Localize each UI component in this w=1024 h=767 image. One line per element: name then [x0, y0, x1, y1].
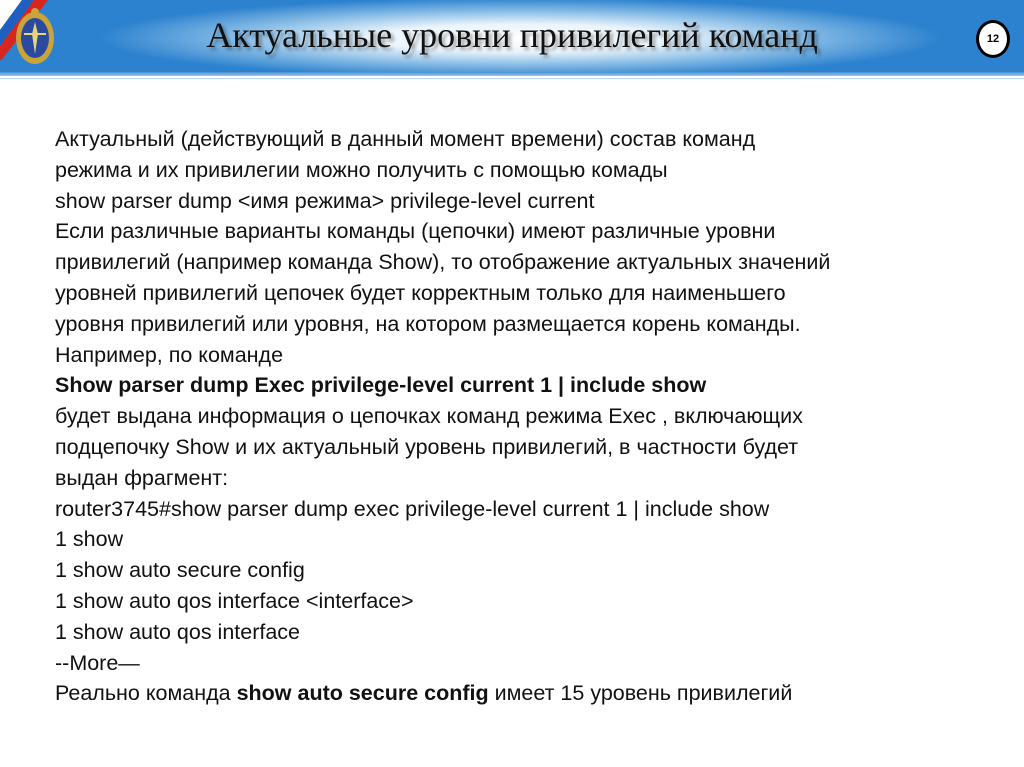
text-line: выдан фрагмент: [55, 465, 229, 490]
page-number-badge: 12 [976, 20, 1010, 58]
conclusion-suffix: имеет 15 уровень привилегий [488, 681, 793, 706]
command-example: Show parser dump Exec privilege-level current 1 | include show [55, 373, 707, 398]
header-divider [0, 72, 1024, 76]
text-line: привилегий (например команда Show), то отображение актуальных значений [55, 250, 831, 275]
text-line: уровня привилегий или уровня, на котором размещается корень команды. [55, 311, 801, 336]
cli-output-line: 1 show [55, 527, 124, 552]
cli-output-line: 1 show auto qos interface [55, 619, 301, 644]
slide-body [55, 124, 1005, 709]
text-line: режима и их привилегии можно получить с помощью комады [55, 157, 668, 182]
text-line: будет выдана информация о цепочках команд режима Exec , включающих [55, 404, 803, 429]
text-line: Актуальный (действующий в данный момент времени) состав команд [55, 127, 756, 151]
cli-output-line: 1 show auto qos interface <interface> [55, 588, 414, 613]
conclusion-prefix: Реально команда [55, 681, 237, 706]
cli-output-line: 1 show auto secure config [55, 558, 305, 583]
text-line: подцепочку Show и их актуальный уровень привилегий, в частности будет [55, 434, 799, 459]
text-line: show parser dump <имя режима> privilege-level current [55, 188, 595, 213]
conclusion-command: show auto secure config [236, 681, 489, 706]
text-line: уровней привилегий цепочек будет корректным только для наименьшего [55, 280, 786, 305]
cli-output-line: router3745#show parser dump exec privilege-level current 1 | include show [55, 496, 770, 521]
page-title: Актуальные уровни привилегий команд [206, 15, 818, 55]
conclusion-line [55, 678, 1005, 709]
cli-output-line: --More— [55, 650, 140, 675]
header-divider-thin [0, 78, 1024, 79]
text-line: Например, по команде [55, 342, 284, 367]
text-line: Если различные варианты команды (цепочки) имеют различные уровни [55, 219, 776, 244]
